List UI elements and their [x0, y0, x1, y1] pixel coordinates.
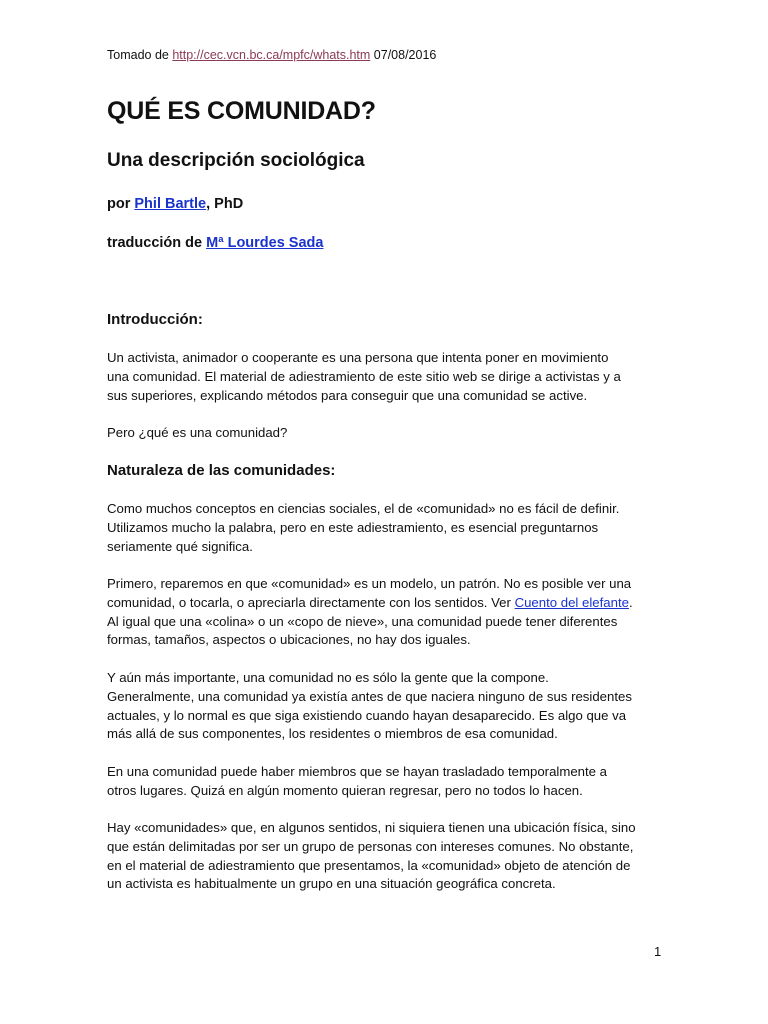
author-byline: [107, 194, 243, 214]
source-prefix: Tomado de: [107, 48, 173, 62]
text-segment: comunidad, o tocarla, o apreciarla directamente con los sentidos. Ver: [107, 594, 515, 610]
nature-paragraph-3: [107, 669, 667, 744]
page-number: 1: [654, 944, 662, 959]
nature-paragraph-4: [107, 763, 667, 801]
source-url-link[interactable]: http://cec.vcn.bc.ca/mpfc/whats.htm: [172, 48, 371, 62]
text-line: En una comunidad puede haber miembros que se hayan trasladado temporalmente a: [107, 764, 607, 779]
translator-prefix: traducción de: [107, 235, 207, 251]
nature-paragraph-5: [107, 819, 667, 894]
text-line: formas, tamaños, aspectos o ubicaciones, no hay dos iguales.: [107, 632, 471, 648]
page-title: QUÉ ES COMUNIDAD?: [107, 97, 376, 125]
text-line: Hay «comunidades» que, en algunos sentidos, ni siquiera tienen una ubicación física, sino: [107, 820, 636, 835]
intro-paragraph-2: [107, 424, 667, 443]
page-subtitle: Una descripción sociológica: [107, 150, 365, 171]
author-suffix: , PhD: [206, 196, 244, 212]
nature-paragraph-1: [107, 500, 667, 556]
text-line: Y aún más importante, una comunidad no es sólo la gente que la compone.: [107, 670, 549, 685]
text-line: seriamente qué significa.: [107, 538, 253, 554]
nature-heading: Naturaleza de las comunidades:: [107, 462, 336, 479]
text-line: Primero, reparemos en que «comunidad» es un modelo, un patrón. No es posible ver una: [107, 576, 632, 591]
intro-paragraph-1: [107, 349, 667, 405]
text-line: Pero ¿qué es una comunidad?: [107, 425, 288, 440]
text-line: que están delimitadas por ser un grupo de personas con intereses comunes. No obstante,: [107, 838, 634, 854]
text-line: más allá de sus componentes, los residentes o miembros de esa comunidad.: [107, 726, 558, 742]
text-segment: .: [628, 594, 633, 610]
author-link[interactable]: Phil Bartle: [134, 196, 207, 212]
text-line: [107, 594, 667, 613]
text-line: una comunidad. El material de adiestramiento de este sitio web se dirige a activistas y a: [107, 368, 621, 384]
text-line: Al igual que una «colina» o un «copo de nieve», una comunidad puede tener diferentes: [107, 613, 618, 629]
text-line: sus superiores, explicando métodos para conseguir que una comunidad se active.: [107, 387, 588, 403]
text-line: un activista es habitualmente un grupo en una situación geográfica concreta.: [107, 876, 556, 892]
translator-link[interactable]: Mª Lourdes Sada: [206, 235, 324, 251]
translator-byline: [107, 233, 323, 253]
text-line: actuales, y lo normal es que siga existiendo cuando hayan desaparecido. Es algo que va: [107, 707, 627, 723]
text-line: Como muchos conceptos en ciencias sociales, el de «comunidad» no es fácil de definir.: [107, 501, 620, 516]
text-line: en el material de adiestramiento que presentamos, la «comunidad» objeto de atención de: [107, 857, 631, 873]
text-line: Utilizamos mucho la palabra, pero en este adiestramiento, es esencial preguntarnos: [107, 519, 599, 535]
text-line: Un activista, animador o cooperante es una persona que intenta poner en movimiento: [107, 350, 609, 365]
elephant-tale-link[interactable]: Cuento del elefante: [514, 594, 629, 610]
source-date: 07/08/2016: [370, 48, 437, 62]
text-line: otros lugares. Quizá en algún momento quieran regresar, pero no todos lo hacen.: [107, 782, 583, 798]
source-line: [107, 46, 436, 64]
intro-heading: Introducción:: [107, 311, 203, 328]
nature-paragraph-2: [107, 575, 667, 650]
text-line: Generalmente, una comunidad ya existía antes de que naciera ninguno de sus residentes: [107, 688, 632, 704]
author-prefix: por: [107, 196, 135, 212]
